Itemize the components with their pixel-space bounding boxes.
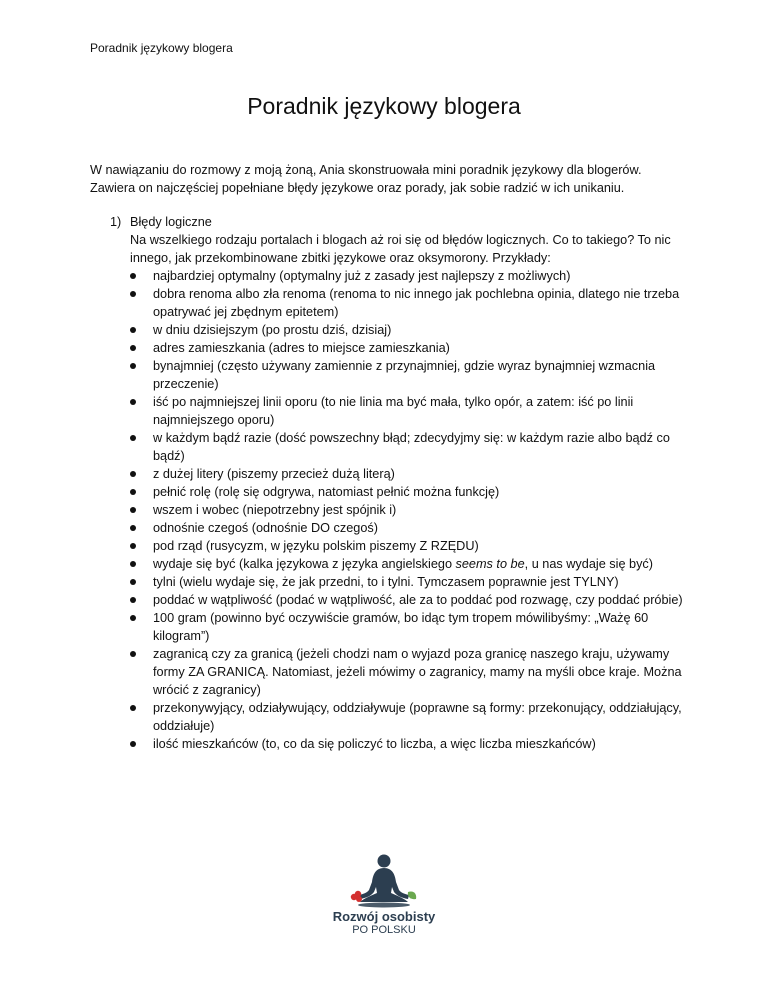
list-item xyxy=(153,699,690,735)
bullet-icon xyxy=(130,291,136,297)
running-header: Poradnik językowy blogera xyxy=(90,41,233,55)
list-item xyxy=(153,735,690,753)
logo-text-primary: Rozwój osobisty xyxy=(332,909,436,924)
list-item-text: poddać w wątpliwość (podać w wątpliwość, ale za to poddać pod rozwagę, czy poddać próbie) xyxy=(153,593,683,607)
list-item-text: przekonywyjący, odziaływujący, oddziaływuje (poprawne są formy: przekonujący, oddziałujący, oddziałuje) xyxy=(153,701,682,733)
bullet-icon xyxy=(130,435,136,441)
list-item xyxy=(153,393,690,429)
list-item-text: dobra renoma albo zła renoma (renoma to nic innego jak pochlebna opinia, dlatego nie trzeba opatrywać jej zbędnym epitetem) xyxy=(153,287,680,319)
list-item-text: najbardziej optymalny (optymalny już z zasady jest najlepszy z możliwych) xyxy=(153,269,571,283)
list-item xyxy=(153,501,690,519)
list-item-text: w dniu dzisiejszym (po prostu dziś, dzisiaj) xyxy=(153,323,392,337)
section-heading: Błędy logiczne xyxy=(130,215,212,229)
list-item-text: zagranicą czy za granicą (jeżeli chodzi nam o wyjazd poza granicę naszego kraju, używamy formy ZA GRANICĄ. Natomiast, jeżeli mówimy o zagranicy, mamy na myśli obce kraje. Można wrócić z zagranicy) xyxy=(153,647,682,697)
list-item xyxy=(153,267,690,285)
list-item xyxy=(153,537,690,555)
list-item xyxy=(153,429,690,465)
bullet-icon xyxy=(130,507,136,513)
examples-list xyxy=(90,267,690,753)
list-item xyxy=(153,483,690,501)
logo-text-secondary: PO POLSKU xyxy=(352,924,416,936)
bullet-icon xyxy=(130,543,136,549)
list-item-text-after: , u nas wydaje się być) xyxy=(524,557,653,571)
list-item xyxy=(153,555,690,573)
list-item-text: wszem i wobec (niepotrzebny jest spójnik i) xyxy=(153,503,397,517)
list-item-text: ilość mieszkańców (to, co da się policzyć to liczba, a więc liczba mieszkańców) xyxy=(153,737,596,751)
list-item-text: 100 gram (powinno być oczywiście gramów, bo idąc tym tropem mówilibyśmy: „Ważę 60 kilogram”) xyxy=(153,611,649,643)
list-item xyxy=(153,645,690,699)
list-item-text: adres zamieszkania (adres to miejsce zamieszkania) xyxy=(153,341,450,355)
list-item xyxy=(153,465,690,483)
bullet-icon xyxy=(130,363,136,369)
list-item xyxy=(153,573,690,591)
bullet-icon xyxy=(130,705,136,711)
bullet-icon xyxy=(130,561,136,567)
bullet-icon xyxy=(130,345,136,351)
bullet-icon xyxy=(130,489,136,495)
section-number: 1) xyxy=(110,215,122,229)
intro-paragraph: W nawiązaniu do rozmowy z moją żoną, Ania skonstruowała mini poradnik językowy dla blogerów. Zawiera on najczęściej popełniane błędy językowe oraz porady, jak sobie radzić w ich unikaniu. xyxy=(90,163,642,195)
bullet-icon xyxy=(130,525,136,531)
list-item-emphasis: seems to be xyxy=(455,557,525,571)
list-item xyxy=(153,357,690,393)
brand-logo xyxy=(330,852,438,936)
list-item xyxy=(153,609,690,645)
section-description: Na wszelkiego rodzaju portalach i blogach aż roi się od błędów logicznych. Co to takiego? To nic innego, jak przekombinowane zbitki językowe oraz oksymorony. Przykłady: xyxy=(130,233,671,265)
document-title: Poradnik językowy blogera xyxy=(247,93,521,119)
section-logical-errors xyxy=(90,213,690,753)
section-heading-row xyxy=(90,213,690,231)
bullet-icon xyxy=(130,651,136,657)
bullet-icon xyxy=(130,471,136,477)
list-item-text: bynajmniej (często używany zamiennie z przynajmniej, gdzie wyraz bynajmniej wzmacnia przeczenie) xyxy=(153,359,656,391)
bullet-icon xyxy=(130,615,136,621)
list-item-text: w każdym bądź razie (dość powszechny błąd; zdecydyjmy się: w każdym razie albo bądź co bądź) xyxy=(153,431,670,463)
list-item xyxy=(153,339,690,357)
list-item xyxy=(153,321,690,339)
list-item-text: tylni (wielu wydaje się, że jak przedni, to i tylni. Tymczasem poprawnie jest TYLNY) xyxy=(153,575,619,589)
bullet-icon xyxy=(130,399,136,405)
list-item-text-before: wydaje się być (kalka językowa z języka angielskiego xyxy=(153,557,456,571)
bullet-icon xyxy=(130,597,136,603)
meditation-figure-icon xyxy=(330,852,438,910)
list-item xyxy=(153,591,690,609)
list-item-text: iść po najmniejszej linii oporu (to nie linia ma być mała, tylko opór, a zatem: iść po linii najmniejszego oporu) xyxy=(153,395,634,427)
bullet-icon xyxy=(130,741,136,747)
list-item-text: pełnić rolę (rolę się odgrywa, natomiast pełnić można funkcję) xyxy=(153,485,500,499)
list-item xyxy=(153,519,690,537)
list-item xyxy=(153,285,690,321)
bullet-icon xyxy=(130,579,136,585)
bullet-icon xyxy=(130,327,136,333)
list-item-text: pod rząd (rusycyzm, w języku polskim piszemy Z RZĘDU) xyxy=(153,539,479,553)
list-item-text: odnośnie czegoś (odnośnie DO czegoś) xyxy=(153,521,378,535)
bullet-icon xyxy=(130,273,136,279)
list-item-text: z dużej litery (piszemy przecież dużą literą) xyxy=(153,467,395,481)
